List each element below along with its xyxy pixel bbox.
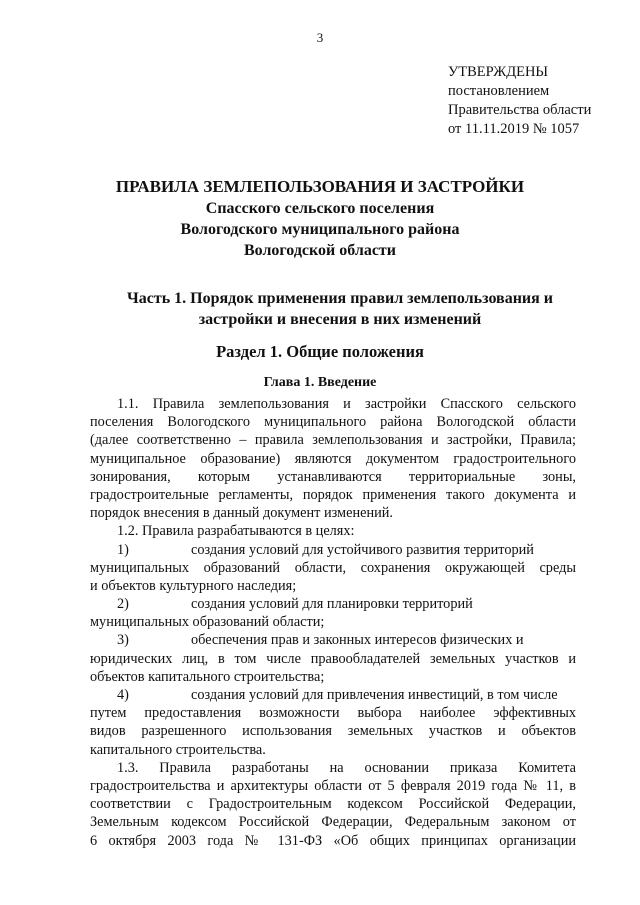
paragraph-line: объектов капитального строительства; [90, 668, 325, 685]
part-heading-line: Часть 1. Порядок применения правил землепользования и [126, 290, 554, 307]
list-item [90, 595, 576, 613]
list-item-text: создания условий для планировки территорий [191, 596, 473, 613]
page-number: 3 [316, 30, 324, 45]
list-item [90, 686, 576, 704]
paragraph-line: капитального строительства. [90, 741, 266, 758]
list-item-number: 3) [117, 632, 129, 649]
paragraph-line: муниципальное образование) являются документом градостроительного [90, 450, 576, 467]
title-main: ПРАВИЛА ЗЕМЛЕПОЛЬЗОВАНИЯ И ЗАСТРОЙКИ [115, 177, 525, 196]
paragraph-line: видов разрешенного использования земельных участков и объектов [90, 723, 576, 740]
paragraph-line: поселения Вологодского муниципального района Вологодской области [90, 414, 576, 431]
part-heading [100, 288, 580, 330]
paragraph-line: (далее соответственно – правила землепользования и застройки, Правила; [90, 432, 576, 449]
chapter-heading: Глава 1. Введение [263, 375, 377, 390]
paragraph-line: зонирования, которым устанавливаются территориальные зоны, [90, 468, 576, 485]
paragraph-line: Земельным кодексом Российской Федерации, Федеральным законом от [90, 814, 576, 831]
body-text [90, 395, 576, 850]
paragraph-line: порядок внесения в данный документ изменений. [90, 505, 393, 522]
list-item-text: создания условий для устойчивого развития территорий [191, 541, 534, 558]
paragraph-line: муниципальных образований области; [90, 614, 325, 631]
list-item-text: обеспечения прав и законных интересов физических и [191, 632, 524, 649]
approval-line: Правительства области [448, 102, 592, 118]
paragraph-line: 6 октября 2003 года № 131-ФЗ «Об общих принципах организации [90, 832, 576, 849]
paragraph-line: муниципальных образований области, сохранения окружающей среды [90, 559, 576, 576]
paragraph-line: градостроительства и архитектуры области от 5 февраля 2019 года № 11, в [90, 777, 576, 794]
document-title [0, 176, 640, 261]
list-item [90, 631, 576, 649]
paragraph-line: юридических лиц, в том числе правообладателей земельных участков и [90, 650, 576, 667]
part-heading-line: застройки и внесения в них изменений [198, 311, 482, 328]
approval-stamp [448, 63, 591, 139]
list-item-number: 2) [117, 596, 129, 613]
paragraph-line: 1.1. Правила землепользования и застройки Спасского сельского [117, 396, 576, 412]
approval-line: постановлением [448, 83, 550, 99]
paragraph-line: градостроительные регламенты, порядок применения такого документа и [90, 486, 576, 503]
section-heading: Раздел 1. Общие положения [216, 342, 424, 361]
title-subtitle: Вологодского муниципального района [180, 221, 460, 238]
paragraph-line: путем предоставления возможности выбора наиболее эффективных [90, 705, 576, 722]
approval-line: от 11.11.2019 № 1057 [448, 121, 580, 137]
title-subtitle: Вологодской области [243, 242, 397, 259]
paragraph-line: и объектов культурного наследия; [90, 577, 297, 594]
list-item-text: создания условий для привлечения инвестиций, в том числе [191, 687, 558, 703]
list-item-number: 4) [117, 687, 129, 703]
paragraph-line: соответствии с Градостроительным кодексом Российской Федерации, [90, 796, 576, 813]
list-item [90, 541, 576, 559]
approval-line: УТВЕРЖДЕНЫ [448, 64, 549, 80]
paragraph-line: 1.3. Правила разработаны на основании приказа Комитета [117, 759, 576, 776]
title-subtitle: Спасского сельского поселения [205, 200, 435, 217]
list-item-number: 1) [117, 541, 129, 558]
paragraph-line: 1.2. Правила разрабатываются в целях: [117, 523, 355, 540]
